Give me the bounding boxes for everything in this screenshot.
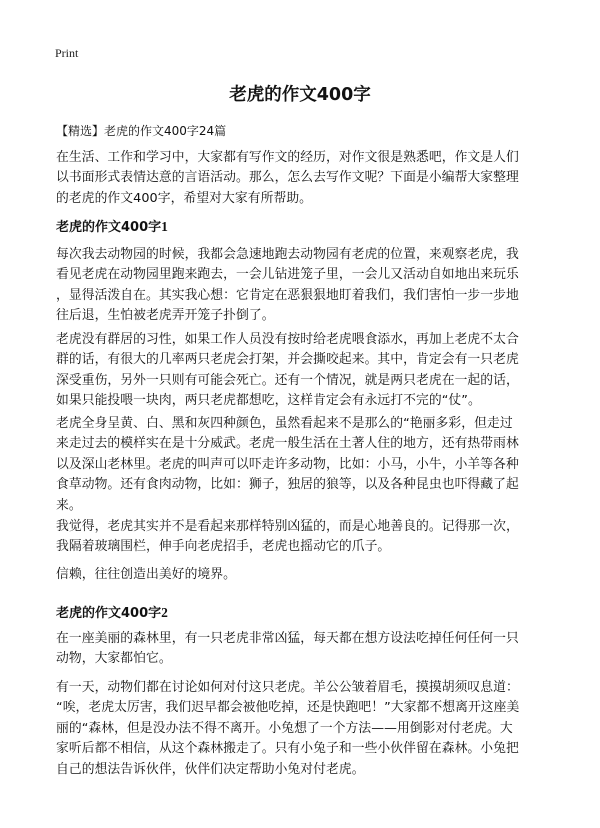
intro-paragraph <box>56 148 554 209</box>
page-title: 老虎的作文400字 <box>229 85 371 105</box>
text-line: 我觉得，老虎其实并不是看起来那样特别凶猛的，而是心地善良的。记得那一次， <box>56 519 519 534</box>
text-line: 群的话，有很大的几率两只老虎会打架，并会撕咬起来。其中，肯定会有一只老虎 <box>56 352 519 368</box>
text-line: 丽的“森林，但是没办法不得不离开。小兔想了一个方法——用倒影对付老虎。大 <box>56 720 513 736</box>
text-line: 老虎全身呈黄、白、黑和灰四种颜色，虽然看起来不是那么的“艳丽多彩，但走过 <box>56 416 513 431</box>
paragraph <box>56 517 554 558</box>
paragraph <box>56 414 554 516</box>
paragraph <box>56 678 554 780</box>
text-line: 以书面形式表情达意的言语活动。那么，怎么去写作文呢？下面是小编帮大家整理 <box>56 170 519 186</box>
text-line: 的老虎的作文400字，希望对大家有所帮助。 <box>56 190 313 206</box>
text-line: 往后退，生怕被老虎弄开笼子扑倒了。 <box>56 308 275 324</box>
paragraph <box>56 330 554 412</box>
text-line: 食草动物。还有食肉动物，比如：狮子，独居的狼等，以及各种昆虫也吓得藏了起 <box>56 477 519 493</box>
text-line: 看见老虎在动物园里跑来跑去，一会儿钻进笼子里，一会儿又活动自如地出来玩乐 <box>56 267 519 283</box>
section-heading-text: 老虎的作文400字 <box>56 606 162 621</box>
section-heading-2 <box>56 602 168 621</box>
text-line: 有一天，动物们都在讨论如何对付这只老虎。羊公公皱着眉毛，摸摸胡须叹息道： <box>56 680 519 695</box>
section-heading-number: 2 <box>161 605 168 620</box>
text-line: 如果只能投喂一块肉，两只老虎都想吃，这样肯定会有永远打不完的“仗”。 <box>56 393 481 409</box>
text-line: 家听后都不相信，从这个森林搬走了。只有小兔子和一些小伙伴留在森林。小兔把 <box>56 741 519 757</box>
text-line: 以及深山老林里。老虎的叫声可以吓走许多动物，比如：小马，小牛，小羊等各种 <box>56 456 519 472</box>
print-link[interactable]: Print <box>55 46 79 60</box>
section-heading-1 <box>56 216 168 235</box>
paragraph <box>56 565 554 585</box>
paragraph <box>56 629 554 670</box>
text-line: 在一座美丽的森林里，有一只老虎非常凶猛，每天都在想方设法吃掉任何任何一只 <box>56 631 519 646</box>
text-line: “唉，老虎太厉害，我们迟早都会被他吃掉，还是快跑吧！”大家都不想离开这座美 <box>56 700 520 716</box>
section-heading-number: 1 <box>161 219 168 234</box>
text-line: 在生活、工作和学习中，大家都有写作文的经历，对作文很是熟悉吧，作文是人们 <box>56 150 519 165</box>
document-subtitle: 【精选】老虎的作文400字24篇 <box>56 124 227 138</box>
section-heading-text: 老虎的作文400字 <box>56 220 162 235</box>
text-line: 动物，大家都怕它。 <box>56 651 172 667</box>
text-line: 老虎没有群居的习性，如果工作人员没有按时给老虎喂食添水，再加上老虎不太合 <box>56 332 519 347</box>
text-line: 自己的想法告诉伙伴，伙伴们决定帮助小兔对付老虎。 <box>56 761 365 777</box>
text-line: 来。 <box>56 497 82 513</box>
text-line: ，显得活泼自在。其实我心想：它肯定在恶狠狠地盯着我们，我们害怕一步一步地 <box>56 287 519 303</box>
text-line: 每次我去动物园的时候，我都会急速地跑去动物园有老虎的位置，来观察老虎，我 <box>56 247 519 262</box>
text-line: 深受重伤，另外一只则有可能会死亡。还有一个情况，就是两只老虎在一起的话， <box>56 372 519 388</box>
text-line: 来走过去的模样实在是十分威武。老虎一般生活在土著人住的地方，还有热带雨林 <box>56 436 519 452</box>
paragraph <box>56 245 554 327</box>
text-line: 我隔着玻璃围栏，伸手向老虎招手，老虎也摇动它的爪子。 <box>56 539 391 555</box>
text-line: 信赖，往往创造出美好的境界。 <box>56 567 236 582</box>
